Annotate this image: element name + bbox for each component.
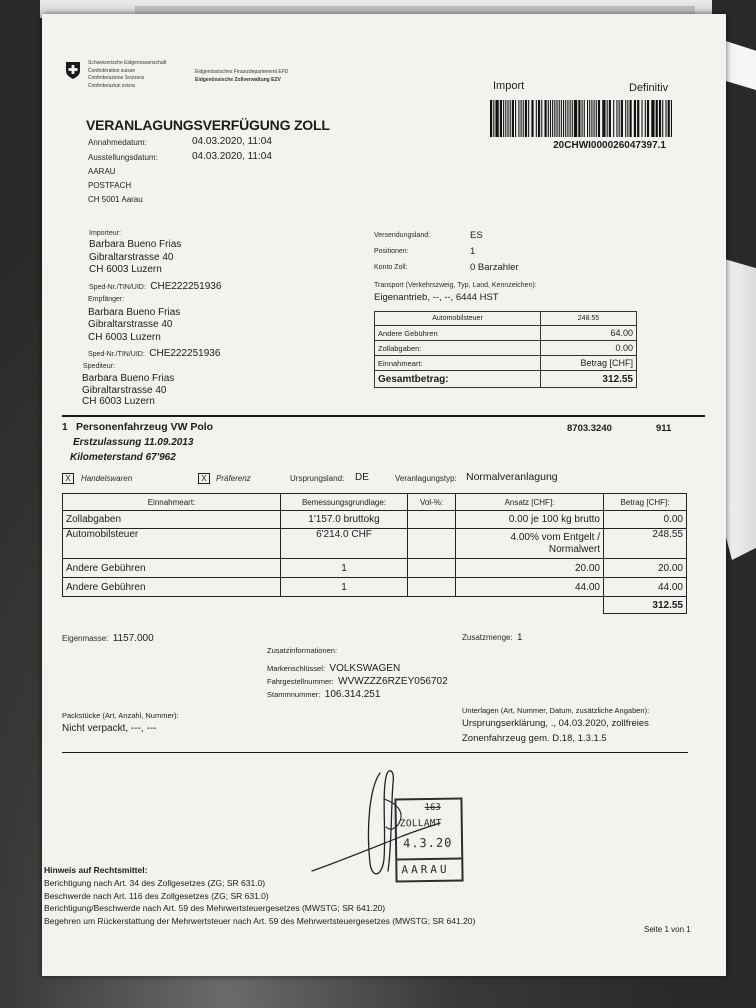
- empty-cell: [63, 597, 281, 614]
- basis-cell: 1'157.0 bruttokg: [281, 511, 408, 529]
- summary-row: [375, 326, 637, 341]
- first-registration: Erstzulassung 11.09.2013: [73, 437, 194, 448]
- summary-total-value: 312.55: [541, 371, 637, 388]
- barcode-bar: [572, 100, 573, 137]
- agency-line: Confédération suisse: [88, 67, 135, 74]
- barcode-bar: [505, 100, 506, 137]
- agency-line: Schweizerische Eidgenossenschaft: [88, 60, 167, 66]
- address-line: CH 5001 Aarau: [88, 195, 143, 204]
- consignee-id-label: Sped-Nr./TIN/UID:: [88, 351, 145, 358]
- checkbox-commercial-goods: X: [62, 473, 74, 484]
- master-number-value: 106.314.251: [324, 689, 381, 700]
- barcode-bar: [630, 100, 632, 137]
- vol-cell: [408, 578, 456, 597]
- barcode-bar: [637, 100, 639, 137]
- forwarder-address: [82, 373, 174, 408]
- item-description: Personenfahrzeug VW Polo: [76, 421, 214, 433]
- consignee-street: Gibraltarstrasse 40: [88, 319, 173, 331]
- importer-name: Barbara Bueno Frias: [89, 239, 182, 250]
- net-mass: [62, 628, 154, 646]
- barcode-bar: [523, 100, 524, 137]
- barcode-bar: [552, 100, 553, 137]
- empty-cell: [281, 597, 408, 614]
- duties-table: [62, 493, 687, 614]
- swiss-cross-icon: [66, 62, 80, 79]
- issue-date-label: Ausstellungsdatum:: [88, 153, 158, 162]
- barcode-bar: [525, 100, 527, 137]
- barcode-bar: [627, 100, 628, 137]
- importer-city: CH 6003 Luzern: [89, 264, 162, 275]
- status-label: Definitiv: [629, 82, 669, 94]
- barcode-bar: [512, 100, 514, 137]
- barcode-bar: [634, 100, 636, 137]
- forwarder-name: Barbara Bueno Frias: [82, 373, 175, 384]
- summary-total-row: [375, 371, 637, 388]
- packages-label: Packstücke (Art, Anzahl, Nummer):: [62, 711, 179, 720]
- item-position: 1: [62, 422, 68, 433]
- header-amount: Betrag [CHF]:: [604, 494, 687, 511]
- legal-line: Berichtigung/Beschwerde nach Art. 59 des Mehrwertsteuergesetzes (MWSTG; SR 641.20): [44, 903, 386, 914]
- barcode-bar: [521, 100, 522, 137]
- barcode-bar: [616, 100, 617, 137]
- barcode: [490, 100, 672, 137]
- barcode-bar: [570, 100, 571, 137]
- barcode-bar: [645, 100, 646, 137]
- barcode-bar: [582, 100, 583, 137]
- barcode-bar: [619, 100, 620, 137]
- importer-id-value: CHE222251936: [150, 281, 222, 292]
- documents-line: Ursprungserklärung, ., 04.03.2020, zollfreies: [462, 718, 649, 729]
- barcode-bar: [651, 100, 654, 137]
- vin-value: WVWZZZ6RZEY056702: [338, 676, 448, 687]
- statistic-key: 911: [656, 423, 672, 434]
- dispatch-country: ES: [470, 230, 483, 241]
- duties-total: 312.55: [604, 597, 687, 614]
- barcode-bar: [602, 100, 605, 137]
- extra-quantity: [462, 627, 522, 645]
- legal-line: Berichtigung nach Art. 34 des Zollgesetzes (ZG; SR 631.0): [44, 877, 266, 888]
- agency-line: Confederaziun svizra: [88, 82, 135, 89]
- amount-cell: 20.00: [604, 559, 687, 578]
- rate-cell: 0.00 je 100 kg brutto: [456, 511, 604, 529]
- rate-cell: 20.00: [456, 559, 604, 578]
- table-row: [63, 559, 687, 578]
- barcode-bar: [594, 100, 595, 137]
- barcode-bar: [550, 100, 551, 137]
- revenue-type-cell: Andere Gebühren: [63, 578, 281, 597]
- revenue-type-cell: Zollabgaben: [63, 511, 281, 529]
- summary-row: [375, 356, 637, 371]
- legal-title: Hinweis auf Rechtsmittel:: [44, 865, 148, 875]
- summary-value: 64.00: [541, 326, 637, 341]
- barcode-bar: [548, 100, 549, 137]
- forwarder-label: Spediteur:: [83, 363, 115, 370]
- barcode-bar: [559, 100, 560, 137]
- barcode-bar: [589, 100, 590, 137]
- customs-office-address: [88, 165, 143, 207]
- barcode-bar: [536, 100, 537, 137]
- barcode-bar: [510, 100, 511, 137]
- origin-country: DE: [355, 472, 369, 483]
- barcode-bar: [565, 100, 566, 137]
- barcode-bar: [609, 100, 611, 137]
- barcode-bar: [495, 100, 498, 137]
- duties-total-row: [63, 597, 687, 614]
- packages-value: Nicht verpackt, ---, ---: [62, 723, 157, 734]
- summary-label: Zollabgaben:: [375, 341, 541, 356]
- empty-cell: [408, 597, 456, 614]
- amount-cell: 248.55: [604, 529, 687, 559]
- section-divider: [62, 752, 688, 753]
- acceptance-date: 04.03.2020, 11:04: [192, 136, 272, 147]
- barcode-bar: [507, 100, 508, 137]
- positions-label: Positionen:: [374, 248, 409, 255]
- summary-total-label: Gesamtbetrag:: [375, 371, 541, 388]
- importer-label: Importeur:: [89, 230, 121, 237]
- agency-names: [88, 60, 166, 90]
- document-number: 20CHWI000026047397.1: [553, 140, 666, 151]
- commercial-goods-label: Handelswaren: [81, 474, 133, 483]
- rate-line: 4.00% vom Entgelt /: [510, 531, 600, 543]
- net-mass-value: 1157.000: [112, 633, 154, 644]
- barcode-bar: [538, 100, 540, 137]
- header-rate: Ansatz [CHF]:: [456, 494, 604, 511]
- barcode-bar: [668, 100, 670, 137]
- importer-id-label: Sped-Nr./TIN/UID:: [89, 284, 146, 291]
- barcode-bar: [493, 100, 494, 137]
- rate-line: Normalwert: [548, 543, 600, 555]
- extra-quantity-label: Zusatzmenge:: [462, 633, 513, 642]
- department-line: Eidgenössische Zollverwaltung EZV: [195, 76, 281, 83]
- customs-assessment-document: [42, 14, 726, 976]
- barcode-bar: [490, 100, 492, 137]
- section-divider: [62, 415, 705, 417]
- barcode-bar: [541, 100, 542, 137]
- legal-remedies: [44, 864, 475, 928]
- barcode-bar: [515, 100, 516, 137]
- rate-cell: 44.00: [456, 578, 604, 597]
- consignee-name: Barbara Bueno Frias: [88, 307, 181, 318]
- barcode-bar: [659, 100, 661, 137]
- barcode-bar: [518, 100, 519, 137]
- barcode-bar: [591, 100, 592, 137]
- documents-line: Zonenfahrzeug gem. D.18, 1.3.1.5: [462, 733, 607, 744]
- summary-label: Andere Gebühren: [375, 326, 541, 341]
- barcode-bar: [503, 100, 504, 137]
- importer-street: Gibraltarstrasse 40: [89, 251, 174, 263]
- summary-value: 0.00: [541, 341, 637, 356]
- barcode-bar: [500, 100, 502, 137]
- barcode-bar: [554, 100, 555, 137]
- stamp-number: 163: [424, 802, 441, 814]
- brand-key-label: Markenschlüssel:: [267, 664, 325, 673]
- extra-info-title: Zusatzinformationen:: [267, 646, 338, 655]
- barcode-bar: [671, 100, 672, 137]
- summary-row: [375, 312, 637, 326]
- forwarder-city: CH 6003 Luzern: [82, 396, 155, 408]
- importer-address: [89, 239, 181, 277]
- header-assessment-basis: Bemessungsgrundlage:: [281, 494, 408, 511]
- empty-cell: [456, 597, 604, 614]
- transport-label: Transport (Verkehrszweig, Typ, Land, Kennzeichen):: [374, 282, 537, 289]
- net-mass-label: Eigenmasse:: [62, 634, 109, 643]
- master-number: [267, 684, 380, 702]
- table-row: [63, 578, 687, 597]
- customs-account-label: Konto Zoll:: [374, 264, 408, 271]
- importer-id: [89, 276, 221, 294]
- barcode-bar: [574, 100, 577, 137]
- stamp-place: AARAU: [401, 862, 450, 877]
- barcode-bar: [613, 100, 614, 137]
- barcode-bar: [665, 100, 666, 137]
- barcode-bar: [607, 100, 608, 137]
- master-number-label: Stammnummer:: [267, 690, 321, 699]
- barcode-bar: [528, 100, 529, 137]
- barcode-bar: [647, 100, 649, 137]
- summary-value: 248.55: [541, 312, 637, 326]
- positions-value: 1: [470, 246, 476, 257]
- legal-line: Beschwerde nach Art. 116 des Zollgesetzes (ZG; SR 631.0): [44, 890, 269, 901]
- legal-line: Begehren um Rückerstattung der Mehrwertsteuer nach Art. 59 des Mehrwertsteuergesetzes (MWSTG; SR 641.20): [44, 916, 476, 927]
- amount-cell: 44.00: [604, 578, 687, 597]
- issue-date: 04.03.2020, 11:04: [192, 151, 272, 162]
- consignee-label: Empfänger:: [88, 296, 125, 303]
- barcode-bar: [625, 100, 626, 137]
- summary-table: [374, 311, 637, 388]
- documents-value: [462, 716, 649, 746]
- header-revenue-type: Einnahmeart:: [63, 494, 281, 511]
- consignee-address: [88, 307, 180, 344]
- documents-label: Unterlagen (Art, Nummer, Datum, zusätzliche Angaben):: [462, 706, 650, 715]
- agency-line: Confederazione Svizzera: [88, 75, 144, 81]
- barcode-bar: [561, 100, 562, 137]
- transport-value: Eigenantrieb, --, --, 6444 HST: [374, 292, 499, 303]
- table-row: [63, 529, 687, 559]
- amount-cell: 0.00: [604, 511, 687, 529]
- barcode-bar: [556, 100, 557, 137]
- summary-label: Automobilsteuer: [375, 312, 541, 326]
- vol-cell: [408, 511, 456, 529]
- preference-label: Präferenz: [216, 474, 251, 483]
- barcode-bar: [584, 100, 585, 137]
- summary-value: Betrag [CHF]: [541, 356, 637, 371]
- page-title: VERANLAGUNGSVERFÜGUNG ZOLL: [86, 117, 330, 133]
- mileage: Kilometerstand 67'962: [70, 452, 176, 463]
- department-names: [195, 69, 288, 84]
- basis-cell: 1: [281, 559, 408, 578]
- revenue-type-cell: Andere Gebühren: [63, 559, 281, 578]
- vol-cell: [408, 529, 456, 559]
- page-number: Seite 1 von 1: [644, 925, 691, 934]
- barcode-bar: [598, 100, 600, 137]
- origin-country-label: Ursprungsland:: [290, 474, 345, 483]
- consignee-id-value: CHE222251936: [149, 348, 221, 359]
- vin-label: Fahrgestellnummer:: [267, 677, 334, 686]
- barcode-bar: [531, 100, 533, 137]
- department-line: Eidgenössisches Finanzdepartement EFD: [195, 69, 289, 75]
- address-line: AARAU: [88, 167, 116, 176]
- barcode-bar: [641, 100, 642, 137]
- acceptance-date-label: Annahmedatum:: [88, 138, 147, 147]
- stamp-office: ZOLLAMT: [399, 817, 442, 830]
- duties-header-row: [63, 494, 687, 511]
- consignee-id: [88, 343, 220, 361]
- summary-row: [375, 341, 637, 356]
- barcode-bar: [567, 100, 568, 137]
- barcode-bar: [544, 100, 546, 137]
- customs-account: 0 Barzahler: [470, 262, 519, 273]
- extra-quantity-value: 1: [517, 632, 523, 643]
- barcode-bar: [596, 100, 597, 137]
- barcode-bar: [656, 100, 658, 137]
- direction-label: Import: [493, 80, 525, 92]
- vol-cell: [408, 559, 456, 578]
- header-vol-percent: Vol-%:: [408, 494, 456, 511]
- rate-cell: [456, 529, 604, 559]
- forwarder-street: Gibraltarstrasse 40: [82, 384, 167, 396]
- consignee-city: CH 6003 Luzern: [88, 331, 161, 343]
- summary-label: Einnahmeart:: [375, 356, 541, 371]
- dispatch-country-label: Versendungsland:: [374, 232, 431, 239]
- tariff-number: 8703.3240: [567, 423, 612, 434]
- checkbox-preference: X: [198, 473, 210, 484]
- barcode-bar: [578, 100, 580, 137]
- barcode-bar: [621, 100, 623, 137]
- table-row: [63, 511, 687, 529]
- barcode-bar: [587, 100, 588, 137]
- barcode-bar: [563, 100, 564, 137]
- barcode-bar: [662, 100, 663, 137]
- address-line: POSTFACH: [88, 181, 132, 190]
- assessment-type-label: Veranlagungstyp:: [395, 474, 457, 483]
- brand-key-value: VOLKSWAGEN: [329, 663, 401, 674]
- basis-cell: 6'214.0 CHF: [281, 529, 408, 559]
- revenue-type-cell: Automobilsteuer: [63, 529, 281, 559]
- basis-cell: 1: [281, 578, 408, 597]
- assessment-type: Normalveranlagung: [466, 471, 558, 483]
- stamp-date: 4.3.20: [402, 835, 453, 851]
